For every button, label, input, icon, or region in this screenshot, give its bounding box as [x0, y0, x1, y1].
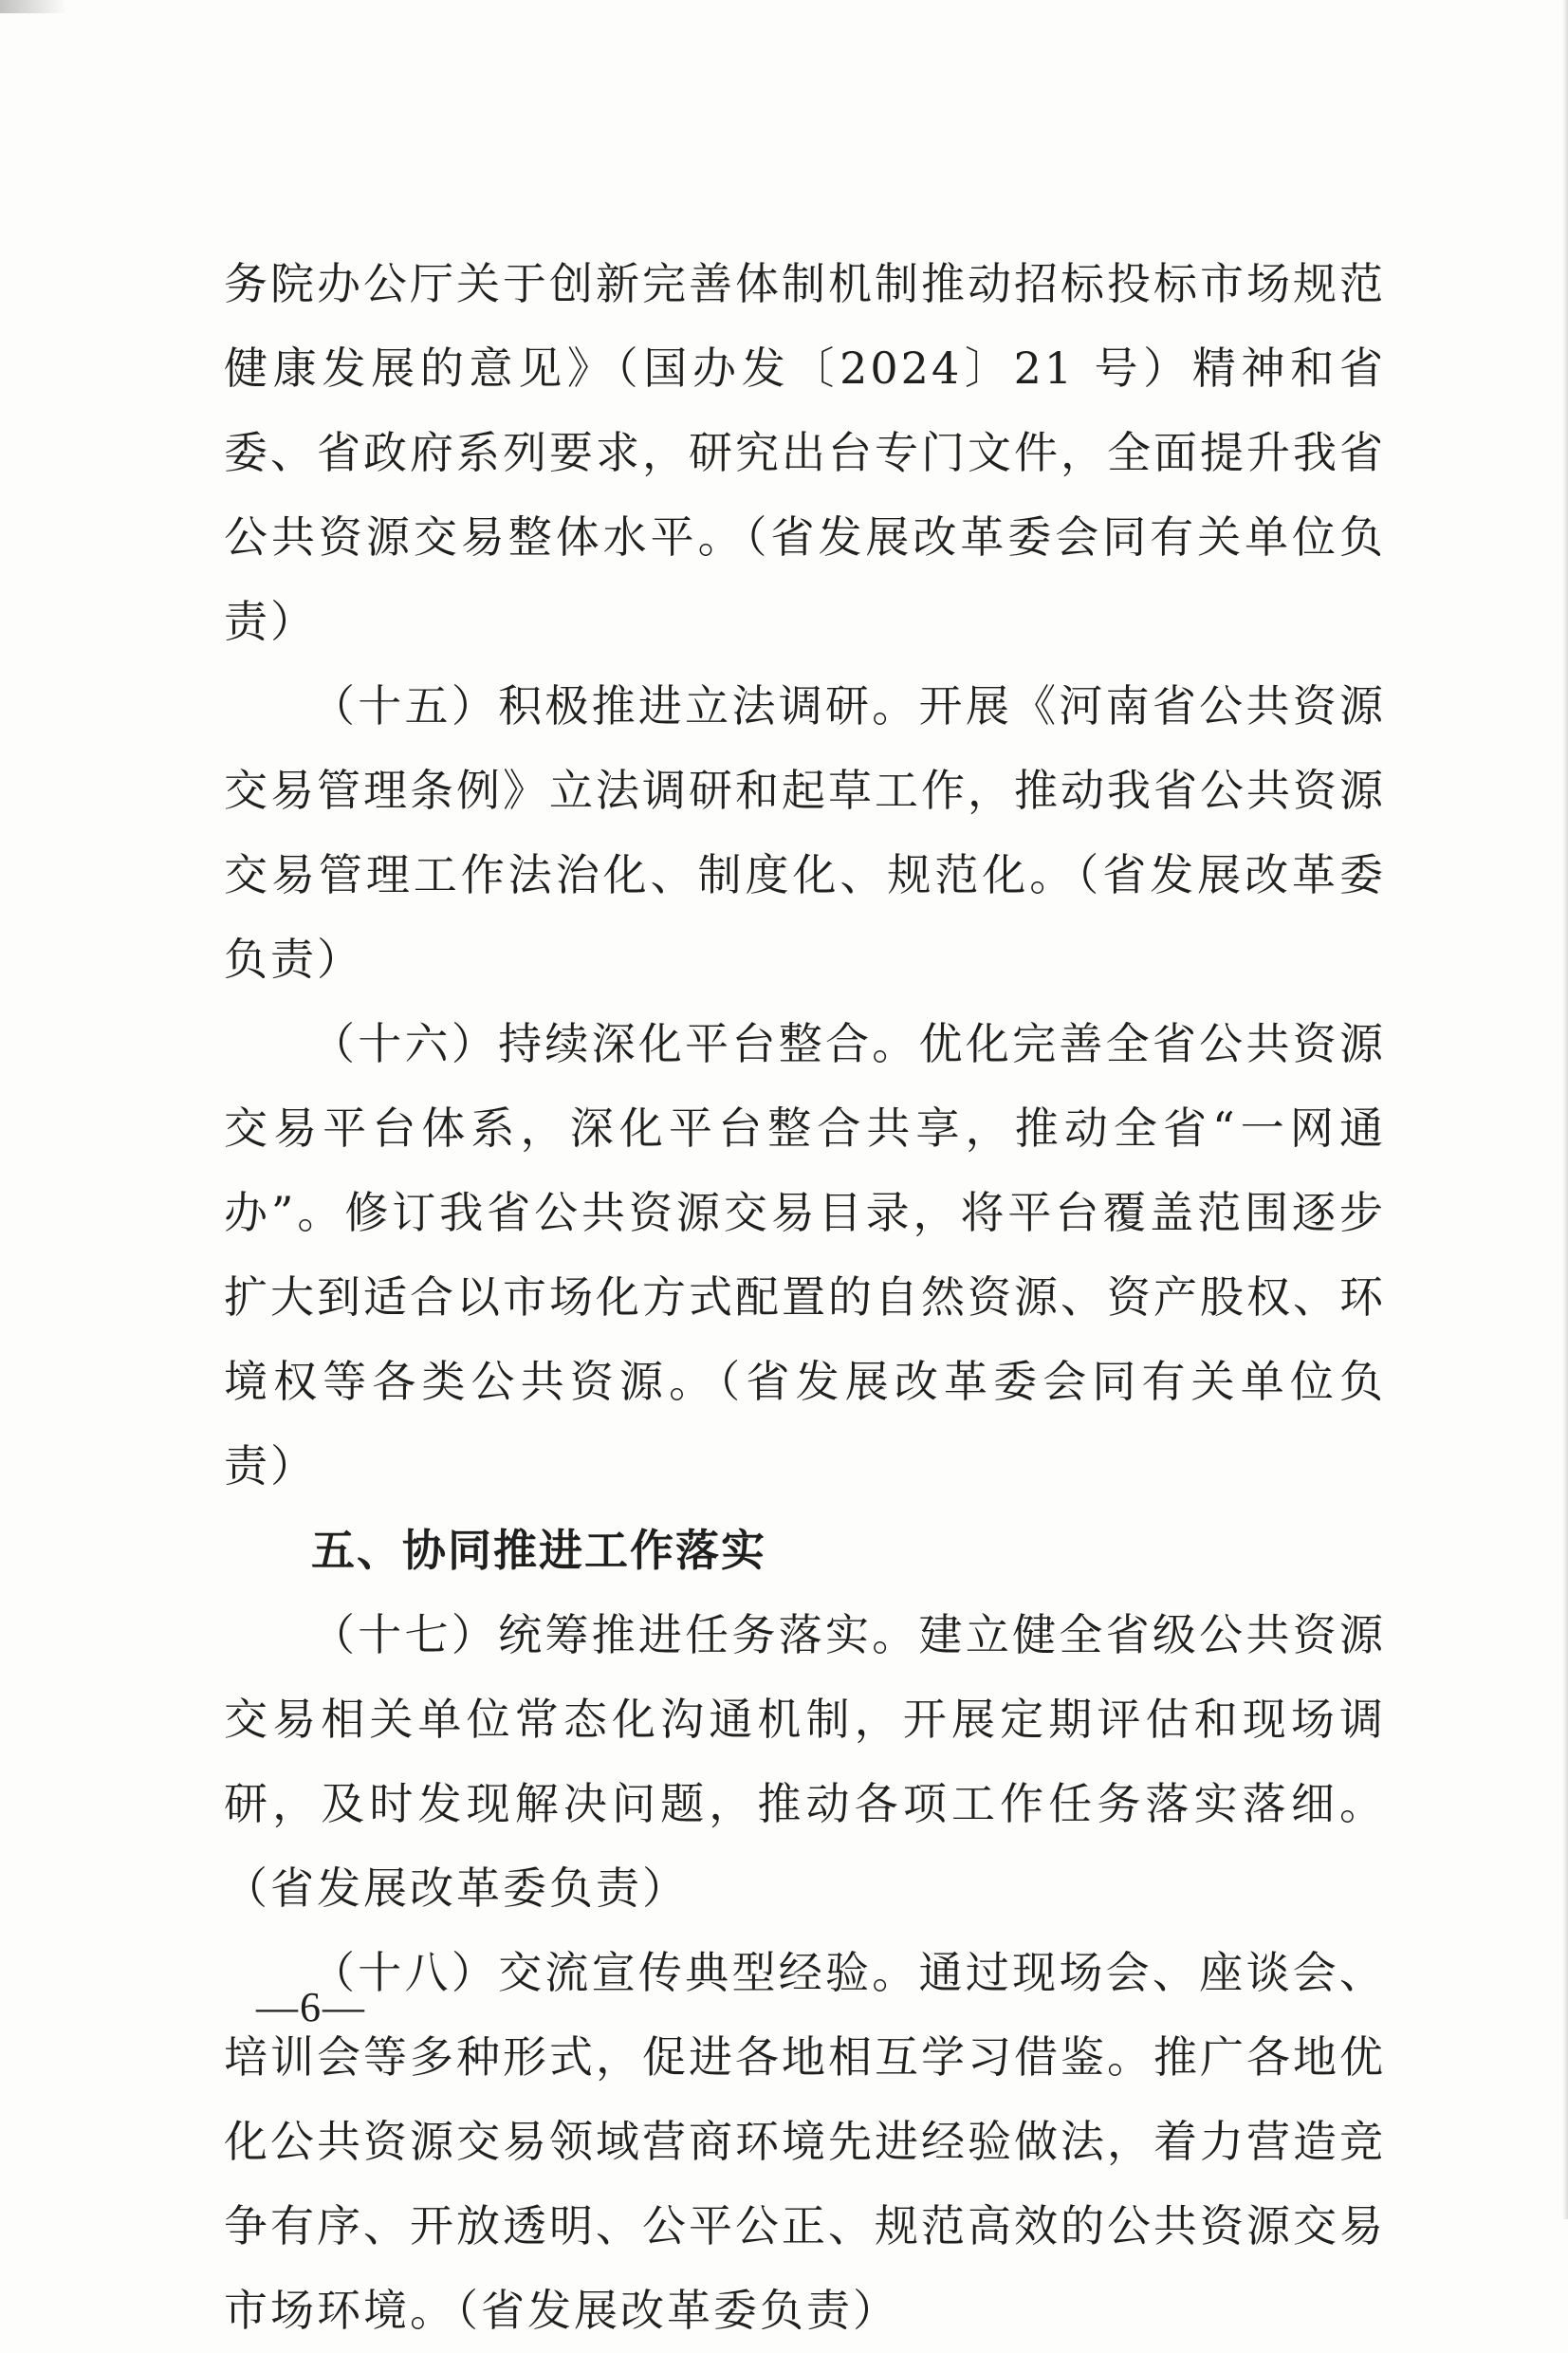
- document-body: [224, 242, 1386, 2353]
- paragraph-item-17: （十七）统筹推进任务落实。建立健全省级公共资源交易相关单位常态化沟通机制，开展定期评估和现场调研，及时发现解决问题，推动各项工作任务落实落细。（省发展改革委负责）: [224, 1609, 1386, 1914]
- paragraph-item-18: （十八）交流宣传典型经验。通过现场会、座谈会、培训会等多种形式，促进各地相互学习借鉴。推广各地优化公共资源交易领域营商环境先进经验做法，着力营造竞争有序、开放透明、公平公正、规范高效的公共资源交易市场环境。（省发展改革委负责）: [224, 1947, 1386, 2336]
- paragraph-item-16: （十六）持续深化平台整合。优化完善全省公共资源交易平台体系，深化平台整合共享，推动全省“一网通办”。修订我省公共资源交易目录，将平台覆盖范围逐步扩大到适合以市场化方式配置的自然资源、资产股权、环境权等各类公共资源。（省发展改革委会同有关单位负责）: [224, 1018, 1386, 1491]
- paragraph-item-15: （十五）积极推进立法调研。开展《河南省公共资源交易管理条例》立法调研和起草工作，推动我省公共资源交易管理工作法治化、制度化、规范化。（省发展改革委负责）: [224, 680, 1386, 985]
- paragraph-continuation: 务院办公厅关于创新完善体制机制推动招标投标市场规范健康发展的意见》（国办发〔2024〕21 号）精神和省委、省政府系列要求，研究出台专门文件，全面提升我省公共资源交易整体水平。（省发展改革委会同有关单位负责）: [224, 258, 1386, 647]
- page-edge-shadow: [1562, 0, 1568, 2219]
- page-number: —6—: [256, 1984, 366, 2030]
- scan-artifact: [0, 0, 66, 13]
- section-heading: 五、协同推进工作落实: [311, 1525, 766, 1576]
